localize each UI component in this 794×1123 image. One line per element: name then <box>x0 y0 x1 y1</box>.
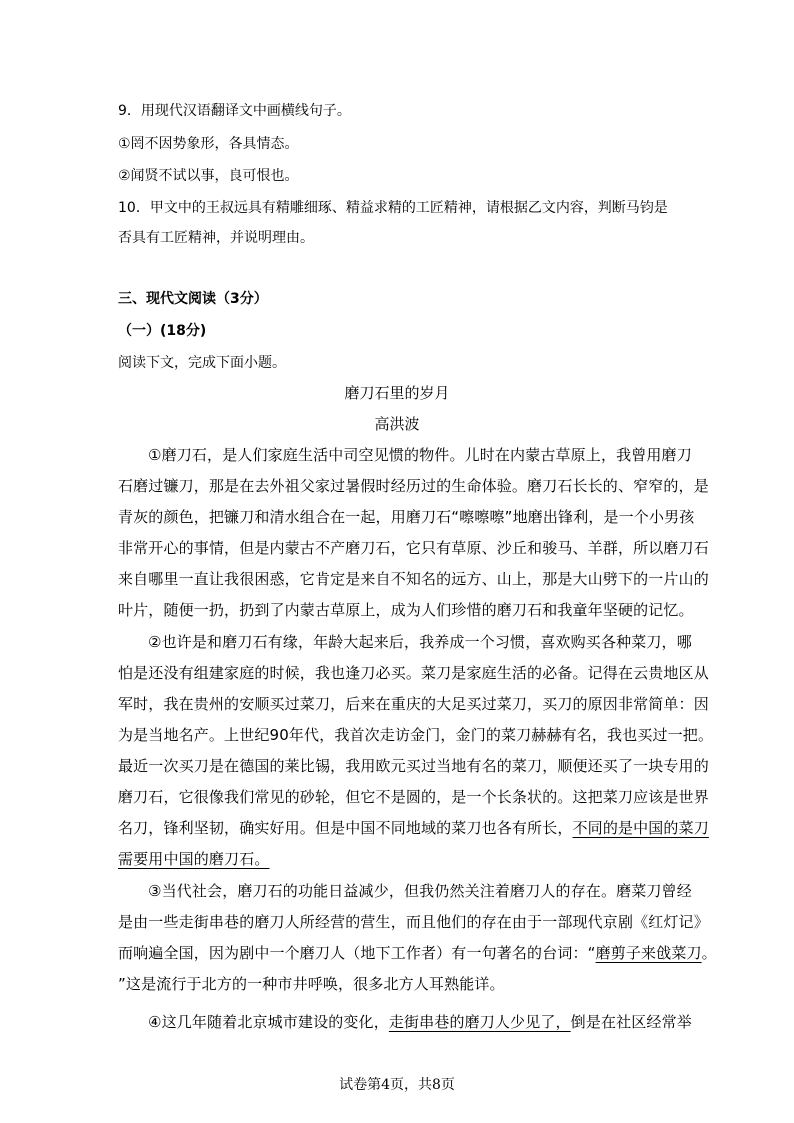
paragraph-3-line: ③当代社会，磨刀石的功能日益减少，但我仍然关注着磨刀人的存在。磨菜刀曾经 <box>148 882 692 900</box>
paragraph-1-line: 青灰的颜色，把镰刀和清水组合在一起，用磨刀石“嚓嚓嚓”地磨出锋利，是一个小男孩 <box>118 508 695 526</box>
paragraph-3-text: 而响遍全国，因为剧中一个磨刀人（地下工作者）有一句著名的台词：“ <box>118 944 596 962</box>
article-title: 磨刀石里的岁月 <box>344 384 450 402</box>
paragraph-1-line: ①磨刀石，是人们家庭生活中司空见惯的物件。儿时在内蒙古草原上，我曾用磨刀 <box>148 446 692 464</box>
paragraph-3-line <box>118 942 717 964</box>
paragraph-4-text: ④这几年随着北京城市建设的变化， <box>148 1013 389 1031</box>
paragraph-2-text: 名刀，锋利坚韧，确实好用。但是中国不同地域的菜刀也各有所长， <box>118 819 573 837</box>
paragraph-2-line: 为是当地名产。上世纪90年代，我首次走访金门，金门的菜刀赫赫有名，我也买过一把。 <box>118 726 714 744</box>
paragraph-3-line: 是由一些走街串巷的磨刀人所经营的营生，而且他们的存在由于一部现代京剧《红灯记》 <box>118 913 709 931</box>
question-9-item-1: ①罔不因势象形，各具情态。 <box>118 136 299 152</box>
paragraph-1-line: 石磨过镰刀，那是在去外祖父家过暑假时经历过的生命体验。磨刀石长长的、窄窄的，是 <box>118 477 709 495</box>
paragraph-1-line: 非常开心的事情，但是内蒙古不产磨刀石，它只有草原、沙丘和骏马、羊群，所以磨刀石 <box>118 539 709 557</box>
paragraph-2-line <box>118 848 270 870</box>
page-number: 试卷第4页，共8页 <box>339 1077 455 1093</box>
paragraph-2-line: 怕是还没有组建家庭的时候，我也逢刀必买。菜刀是家庭生活的必备。记得在云贵地区从 <box>118 664 709 682</box>
paragraph-2-line: 磨刀石，它很像我们常见的砂轮，但它不是圆的，是一个长条状的。这把菜刀应该是世界 <box>118 788 709 806</box>
underlined-sentence: 走街串巷的磨刀人少见了， <box>388 1013 571 1031</box>
underlined-sentence: 需要用中国的磨刀石。 <box>118 850 270 868</box>
paragraph-2-line: 最近一次买刀是在德国的莱比锡，我用欧元买过当地有名的菜刀，顺便还买了一块专用的 <box>118 757 709 775</box>
paragraph-4-line <box>148 1011 692 1033</box>
question-10-line-2: 否具有工匠精神，并说明理由。 <box>118 230 314 246</box>
paragraph-1-line: 叶片，随便一扔，扔到了内蒙古草原上，成为人们珍惜的磨刀石和我童年坚硬的记忆。 <box>118 601 694 619</box>
paragraph-4-text-end: 倒是在社区经常举 <box>570 1013 692 1031</box>
article-author: 高洪波 <box>374 415 420 433</box>
paragraph-2-line: 军时，我在贵州的安顺买过菜刀，后来在重庆的大足买过菜刀，买刀的原因非常简单：因 <box>118 695 709 713</box>
question-9-item-2: ②闻贤不试以事，良可恨也。 <box>118 168 299 184</box>
underlined-quote: 磨剪子来戗菜刀 <box>595 944 702 962</box>
paragraph-1-line: 来自哪里一直让我很困惑，它肯定是来自不知名的远方、山上，那是大山劈下的一片山的 <box>118 570 709 588</box>
question-10-line-1: 10．甲文中的王叔远具有精雕细琢、精益求精的工匠精神，请根据乙文内容，判断马钧是 <box>118 200 668 216</box>
underlined-sentence: 不同的是中国的菜刀 <box>572 819 709 837</box>
paragraph-3-text-end: 。 <box>701 944 717 962</box>
paragraph-3-line: ”这是流行于北方的一种市井呼唤，很多北方人耳熟能详。 <box>118 975 505 993</box>
paragraph-2-line: ②也许是和磨刀石有缘，年龄大起来后，我养成一个习惯，喜欢购买各种菜刀，哪 <box>148 633 692 651</box>
section-instruction: 阅读下文，完成下面小题。 <box>118 355 286 371</box>
question-9: 9．用现代汉语翻译文中画横线句子。 <box>118 103 351 119</box>
section-subtitle: （一）(18分) <box>118 323 207 339</box>
paragraph-2-line <box>118 817 709 839</box>
section-title: 三、现代文阅读（3分） <box>118 291 268 307</box>
